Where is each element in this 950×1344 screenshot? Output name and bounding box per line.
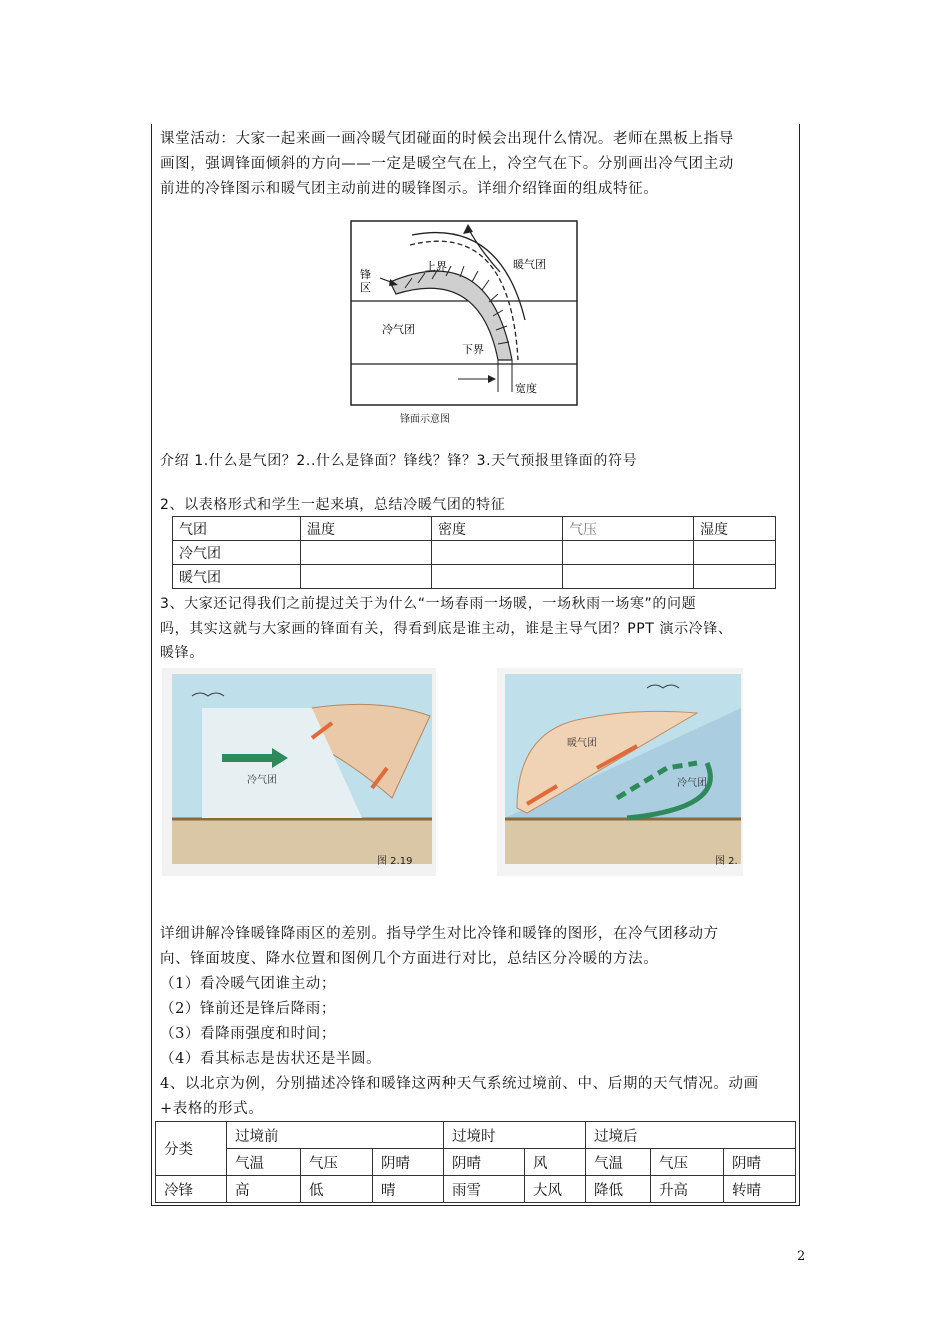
table-header-cell: 气团 <box>173 517 301 541</box>
table-cell: 晴 <box>373 1176 444 1203</box>
photo1-figure-number: 图 2.19 <box>377 856 413 867</box>
front-diagram <box>350 220 578 406</box>
table-cell: 暖气团 <box>173 565 301 589</box>
activity-line-1: 课堂活动：大家一起来画一画冷暖气团碰面的时候会出现什么情况。老师在黑板上指导 <box>160 131 734 147</box>
table-row <box>173 541 776 565</box>
photo2-warm-label: 暖气团 <box>567 738 597 749</box>
table-header-cell: 密度 <box>432 517 563 541</box>
warm-mass-label: 暖气团 <box>513 258 546 271</box>
table-header-cell: 分类 <box>156 1122 227 1176</box>
table-cell <box>301 541 432 565</box>
explain-line-2: 向、锋面坡度、降水位置和图例几个方面进行对比，总结区分冷暖的方法。 <box>160 951 659 967</box>
air-mass-table <box>172 516 776 589</box>
explain-line-1: 详细讲解冷锋暖锋降雨区的差别。指导学生对比冷锋和暖锋的图形，在冷气团移动方 <box>160 926 719 942</box>
table-cell <box>563 541 694 565</box>
front-weather-table <box>155 1121 796 1203</box>
method-item: （1）看冷暖气团谁主动； <box>160 976 336 992</box>
front-diagram-caption: 锋面示意图 <box>400 414 450 425</box>
table-cell: 大风 <box>525 1176 586 1203</box>
table-cell <box>301 565 432 589</box>
table-cell <box>694 565 776 589</box>
photo1-cold-label: 冷气团 <box>247 775 277 786</box>
table-header-row <box>156 1122 796 1149</box>
lesson-frame-bottom <box>151 1205 800 1206</box>
table-cell <box>432 541 563 565</box>
table-row <box>156 1176 796 1203</box>
table-cell: 升高 <box>651 1176 724 1203</box>
table-header-cell: 阴晴 <box>373 1149 444 1176</box>
lower-boundary-label: 下界 <box>462 343 484 356</box>
intro-text: 介绍 1.什么是气团？2..什么是锋面？锋线？锋？3.天气预报里锋面的符号 <box>160 453 638 469</box>
table-header-cell: 气压 <box>301 1149 373 1176</box>
table-header-cell: 气压 <box>651 1149 724 1176</box>
table-header-cell: 气温 <box>227 1149 301 1176</box>
table-cell: 冷气团 <box>173 541 301 565</box>
method-item: （2）锋前还是锋后降雨； <box>160 1001 336 1017</box>
table-cell: 冷锋 <box>156 1176 227 1203</box>
table-header-row <box>173 517 776 541</box>
table-header-cell: 过境后 <box>586 1122 796 1149</box>
warm-front-illustration <box>497 668 743 876</box>
table-header-cell: 阴晴 <box>444 1149 525 1176</box>
table-header-cell: 过境时 <box>444 1122 586 1149</box>
table-cell: 降低 <box>586 1176 651 1203</box>
table-header-cell: 气压 <box>563 517 694 541</box>
upper-boundary-label: 上界 <box>425 260 447 273</box>
item-3-line-1: 3、大家还记得我们之前提过关于为什么“一场春雨一场暖，一场秋雨一场寒”的问题 <box>160 596 697 612</box>
table-cell: 高 <box>227 1176 301 1203</box>
table-cell <box>432 565 563 589</box>
table-header-cell: 湿度 <box>694 517 776 541</box>
table-cell: 转晴 <box>724 1176 796 1203</box>
table-cell: 低 <box>301 1176 373 1203</box>
item-3-line-2: 吗，其实这就与大家画的锋面有关，得看到底是谁主动，谁是主导气团？PPT 演示冷锋、 <box>160 621 733 637</box>
table-header-cell: 风 <box>525 1149 586 1176</box>
item-3-line-3: 暖锋。 <box>160 645 204 661</box>
table-cell <box>563 565 694 589</box>
table-header-cell: 气温 <box>586 1149 651 1176</box>
front-zone-label-a: 锋 <box>360 268 371 281</box>
item-2-text: 2、以表格形式和学生一起来填，总结冷暖气团的特征 <box>160 497 506 513</box>
photo2-figure-number: 图 2. <box>715 856 738 867</box>
table-header-cell: 温度 <box>301 517 432 541</box>
table-header-cell: 过境前 <box>227 1122 444 1149</box>
item-4-line-1: 4、以北京为例，分别描述冷锋和暖锋这两种天气系统过境前、中、后期的天气情况。动画 <box>160 1076 759 1092</box>
front-zone-label-b: 区 <box>360 281 371 294</box>
cold-front-illustration <box>162 668 436 876</box>
width-label: 宽度 <box>515 382 537 395</box>
photo2-cold-label: 冷气团 <box>677 778 707 789</box>
table-row <box>173 565 776 589</box>
method-item: （4）看其标志是齿状还是半圆。 <box>160 1051 382 1067</box>
page-number: 2 <box>797 1249 806 1264</box>
item-4-line-2: +表格的形式。 <box>160 1101 264 1117</box>
table-cell <box>694 541 776 565</box>
table-header-cell: 阴晴 <box>724 1149 796 1176</box>
activity-line-3: 前进的冷锋图示和暖气团主动前进的暖锋图示。详细介绍锋面的组成特征。 <box>160 181 659 197</box>
cold-mass-label: 冷气团 <box>382 323 415 336</box>
table-subheader-row <box>156 1149 796 1176</box>
table-cell: 雨雪 <box>444 1176 525 1203</box>
method-item: （3）看降雨强度和时间； <box>160 1026 336 1042</box>
activity-line-2: 画图，强调锋面倾斜的方向——一定是暖空气在上，冷空气在下。分别画出冷气团主动 <box>160 156 734 172</box>
